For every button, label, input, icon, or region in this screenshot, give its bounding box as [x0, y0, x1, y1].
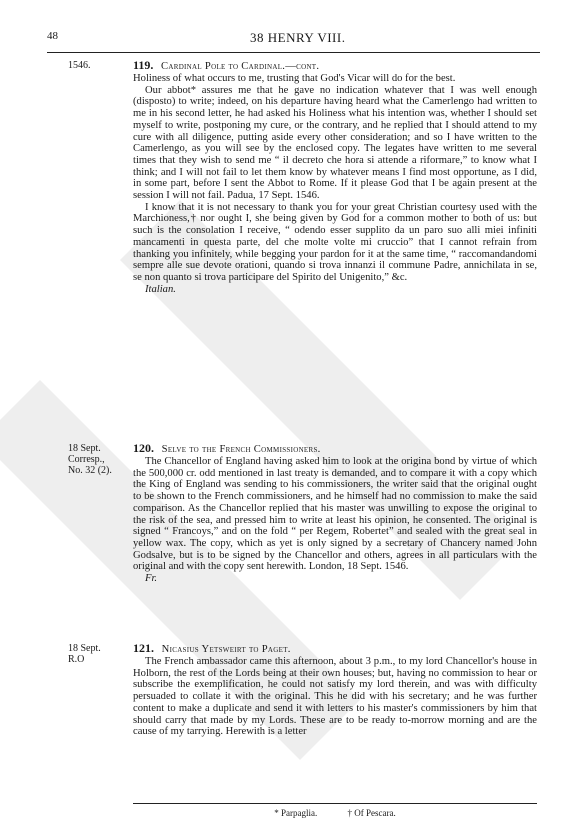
paragraph: I know that it is not necessary to thank you for your great Christian courtesy used with the Marchioness,† nor ought I, she being given by God for a common mother to both of us: but such is the consolation I receive, “ odendo esser supplito da un paro suo alli miei infiniti mancamenti in questa parte, del che molte volte mi cruccio” that I cannot refrain from thanking you infinitely, while begging your pardon for it at the same time, “ raccomandandomi sempre alle sue devote orationi, quando si trova innanzi il commune Padre, annichilata in se, se non quanto si trova participare del Spirito del Unigenito,” &c. [133, 201, 537, 283]
footnote: † Of Pescara. [347, 808, 396, 818]
entry-number: 119. [133, 58, 154, 72]
entry-heading [133, 59, 537, 73]
margin-note-121 [68, 643, 128, 665]
entry-heading [133, 442, 537, 456]
header-rule [47, 52, 540, 53]
running-title: 38 HENRY VIII. [250, 30, 346, 45]
entry-title: Cardinal Pole to Cardinal.—cont. [161, 61, 320, 72]
entry-120 [133, 442, 537, 585]
margin-note-119 [68, 60, 128, 71]
entry-title: Nicasius Yetsweirt to Paget. [161, 644, 291, 655]
entry-title: Selve to the French Commissioners. [161, 444, 321, 455]
footnote: * Parpaglia. [274, 808, 318, 818]
language-note: Italian. [145, 283, 176, 295]
margin-note-120 [68, 443, 128, 476]
paragraph: The French ambassador came this afternoon, about 3 p.m., to my lord Chancellor's house in Holborn, the rest of the Lords being at their own houses; but, having no commission to hear or subscribe the exemplification, he could not satisfy my lord therein, and was with difficulty persuaded to collate it with the original. This he did with his secretary; and he was further content to make a duplicate and send it with letters to his master's commissioners by him that should carry that made by my Lords. These are to be ready to-morrow morning and are the cause of my tarrying. Herewith is a letter [133, 656, 537, 738]
footnote-rule [133, 803, 537, 804]
margin-line: 1546. [68, 60, 91, 71]
paragraph: Holiness of what occurs to me, trusting that God's Vicar will do for the best. [133, 73, 456, 84]
paragraph: Our abbot* assures me that he gave no indication whatever that I was well enough (disposto) to write; indeed, on his departure having heard what the Camerlengo had written to me in his second letter, he had asked his Holiness what his intention was, whether I should set myself to write, postponing my cure, or the contrary, and he replied that I should attend to my cure with all diligence, putting aside every other consideration; and so I have written to the Camerlengo, as you will see by the enclosed copy. The legates have written to me several times that they wish to send me “ il decreto che hora si attende a riformare,” to know what I think; and I will not fail to let them know by whatever means I find most opportune, as I did, in some part, before I sent the Abbot to Rome. If it please God that I be again present at the session I will not fail. Padua, 17 Sept. 1546. [133, 84, 537, 202]
entry-121 [133, 642, 537, 738]
margin-line: R.O [68, 654, 85, 665]
margin-line: No. 32 (2). [68, 465, 112, 476]
margin-line: 18 Sept. [68, 643, 101, 654]
entry-119 [133, 59, 537, 295]
margin-line: Corresp., [68, 454, 105, 465]
margin-line: 18 Sept. [68, 443, 101, 454]
footnotes [133, 808, 537, 818]
page-number: 48 [47, 30, 58, 42]
entry-number: 121. [133, 641, 154, 655]
entry-number: 120. [133, 441, 154, 455]
entry-heading [133, 642, 537, 656]
paragraph: The Chancellor of England having asked him to look at the origina bond by virtue of which the 500,000 cr. odd mentioned in last treaty is demanded, and to compare it with a copy which the King of England was sending to his commissioners, the writer said that the original ought to be shown to the French commissioners, and he himself had no commission to make the said comparison. As the Chancellor replied that his master was unwilling to expose the original to the risk of the sea, and pressed him to write at least his opinion, he consented. The original is signed “ Francoys,” and on the fold “ per Regem, Robertet” and sealed with the great seal in yellow wax. The copy, which as yet is only signed by a secretary of Chancery named John Godsalve, but is to be signed by the Chancellor and others, agrees in all particulars with the original and with the copy sent herewith. London, 18 Sept. 1546. [133, 456, 537, 573]
language-note: Fr. [145, 573, 158, 585]
